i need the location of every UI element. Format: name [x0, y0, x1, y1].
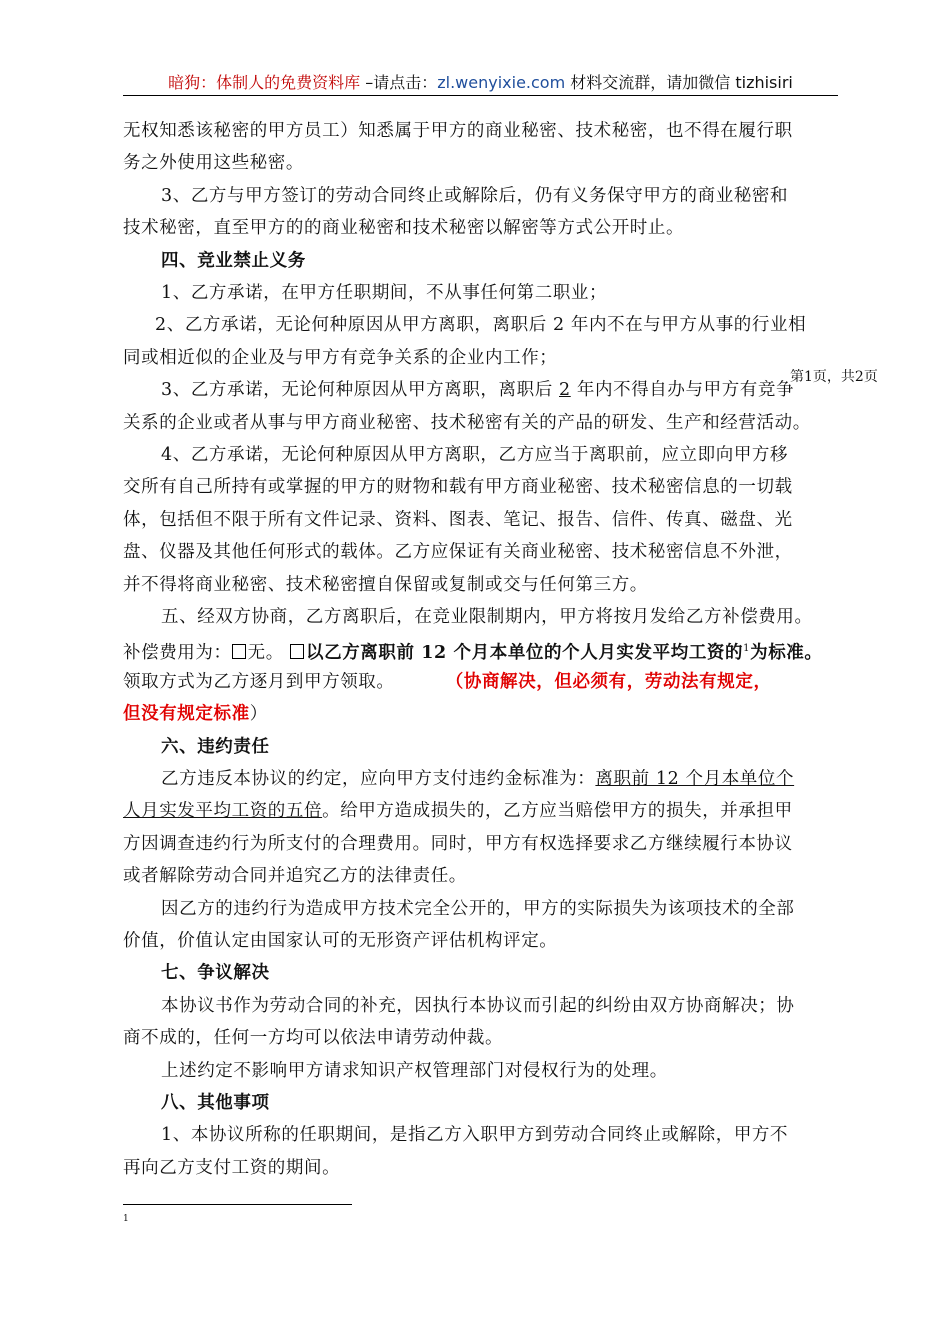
page-number: 第1页，共2页 [790, 369, 878, 385]
text-run: 。 [804, 642, 823, 663]
paragraph-line: 本协议书作为劳动合同的补充，因执行本协议而引起的纠纷由双方协商解决；协 [161, 996, 795, 1016]
paragraph-line: 1、本协议所称的任职期间，是指乙方入职甲方到劳动合同终止或解除，甲方不 [161, 1125, 789, 1145]
paragraph-line: 价值，价值认定由国家认可的无形资产评估机构评定。 [123, 931, 558, 951]
option-none-label: 无。 [247, 642, 290, 663]
paragraph-line: 4、乙方承诺，无论何种原因从甲方离职，乙方应当于离职前，应立即向甲方移 [161, 445, 789, 465]
text-run: 乙方违反本协议的约定，应向甲方支付违约金标准为： [161, 769, 596, 789]
paragraph-line: 同或相近似的企业及与甲方有竞争关系的企业内工作； [123, 348, 558, 368]
paragraph-line: 再向乙方支付工资的期间。 [123, 1158, 341, 1178]
paragraph-line: 商不成的，任何一方均可以依法申请劳动仲裁。 [123, 1028, 504, 1048]
compensation-options-line [123, 633, 823, 665]
text-run: 为标准 [750, 642, 805, 663]
header-url-link[interactable]: zl.wenyixie.com [437, 73, 566, 92]
paragraph-line: 2、乙方承诺，无论何种原因从甲方离职，离职后 2 年内不在与甲方从事的行业相 [155, 315, 807, 335]
section-heading-dispute: 七、争议解决 [161, 963, 270, 983]
paragraph-line [161, 763, 794, 795]
underlined-penalty: 离职前 12 个月本单位个 [595, 769, 795, 789]
paragraph-line: 因乙方的违约行为造成甲方技术完全公开的，甲方的实际损失为该项技术的全部 [161, 899, 795, 919]
paragraph-line: 交所有自己所持有或掌握的甲方的财物和载有甲方商业秘密、技术秘密信息的一切载 [123, 477, 793, 497]
text-run: ） [249, 704, 268, 724]
text-run: 年内不得自办与甲方有竞争 [570, 380, 795, 400]
header-click-prompt: –请点击： [360, 73, 438, 92]
section-heading-non-compete: 四、竞业禁止义务 [161, 251, 306, 271]
paragraph-line [123, 666, 772, 698]
paragraph-line: 3、乙方与甲方签订的劳动合同终止或解除后，仍有义务保守甲方的商业秘密和 [161, 186, 789, 206]
footnote-reference[interactable]: 1 [743, 643, 751, 654]
underlined-years: 2 [559, 380, 571, 400]
paragraph-line: 1、乙方承诺，在甲方任职期间，不从事任何第二职业； [161, 283, 608, 303]
paragraph-line: 方因调查违约行为所支付的合理费用。同时，甲方有权选择要求乙方继续履行本协议 [123, 834, 793, 854]
paragraph-line: 盘、仪器及其他任何形式的载体。乙方应保证有关商业秘密、技术秘密信息不外泄， [123, 542, 793, 562]
text-run: 3、乙方承诺，无论何种原因从甲方离职，离职后 [161, 380, 559, 400]
paragraph-line [123, 698, 268, 730]
footnote-divider [123, 1204, 352, 1205]
paragraph-line: 无权知悉该秘密的甲方员工）知悉属于甲方的商业秘密、技术秘密，也不得在履行职 [123, 121, 793, 141]
paragraph-line: 关系的企业或者从事与甲方商业秘密、技术秘密有关的产品的研发、生产和经营活动。 [123, 413, 811, 433]
paragraph-line: 务之外使用这些秘密。 [123, 153, 304, 173]
option-salary-standard-label: 以乙方离职前 12 个月本单位的个人月实发平均工资的 [305, 642, 744, 663]
paragraph-line [123, 795, 793, 827]
paragraph-line: 技术秘密，直至甲方的的商业秘密和技术秘密以解密等方式公开时止。 [123, 218, 685, 238]
paragraph-line: 五、经双方协商，乙方离职后，在竞业限制期内，甲方将按月发给乙方补偿费用。 [161, 607, 813, 627]
header-site-name: 暗狗：体制人的免费资料库 [168, 73, 361, 92]
paragraph-line: 或者解除劳动合同并追究乙方的法律责任。 [123, 866, 467, 886]
paragraph-line: 上述约定不影响甲方请求知识产权管理部门对侵权行为的处理。 [161, 1061, 668, 1081]
checkbox-salary-standard[interactable] [290, 644, 304, 659]
section-heading-liability: 六、违约责任 [161, 737, 270, 757]
header-wechat-note: 材料交流群，请加微信 tizhisiri [565, 73, 793, 92]
page-header [123, 70, 838, 93]
checkbox-none[interactable] [232, 644, 246, 659]
footnote-mark: 1 [123, 1214, 129, 1224]
section-heading-other: 八、其他事项 [161, 1093, 270, 1113]
red-note: （协商解决，但必须有，劳动法有规定， [454, 672, 772, 692]
paragraph-line: 体，包括但不限于所有文件记录、资料、图表、笔记、报告、信件、传真、磁盘、光 [123, 510, 793, 530]
text-run: 领取方式为乙方逐月到甲方领取。 [123, 672, 395, 692]
paragraph-line: 并不得将商业秘密、技术秘密擅自保留或复制或交与任何第三方。 [123, 575, 648, 595]
header-divider [123, 95, 838, 96]
text-run: 补偿费用为： [123, 642, 232, 663]
text-run: 。给甲方造成损失的，乙方应当赔偿甲方的损失，并承担甲 [322, 801, 793, 821]
red-note: 但没有规定标准 [123, 704, 250, 724]
underlined-penalty: 人月实发平均工资的五倍 [123, 801, 323, 821]
paragraph-line [161, 374, 794, 406]
